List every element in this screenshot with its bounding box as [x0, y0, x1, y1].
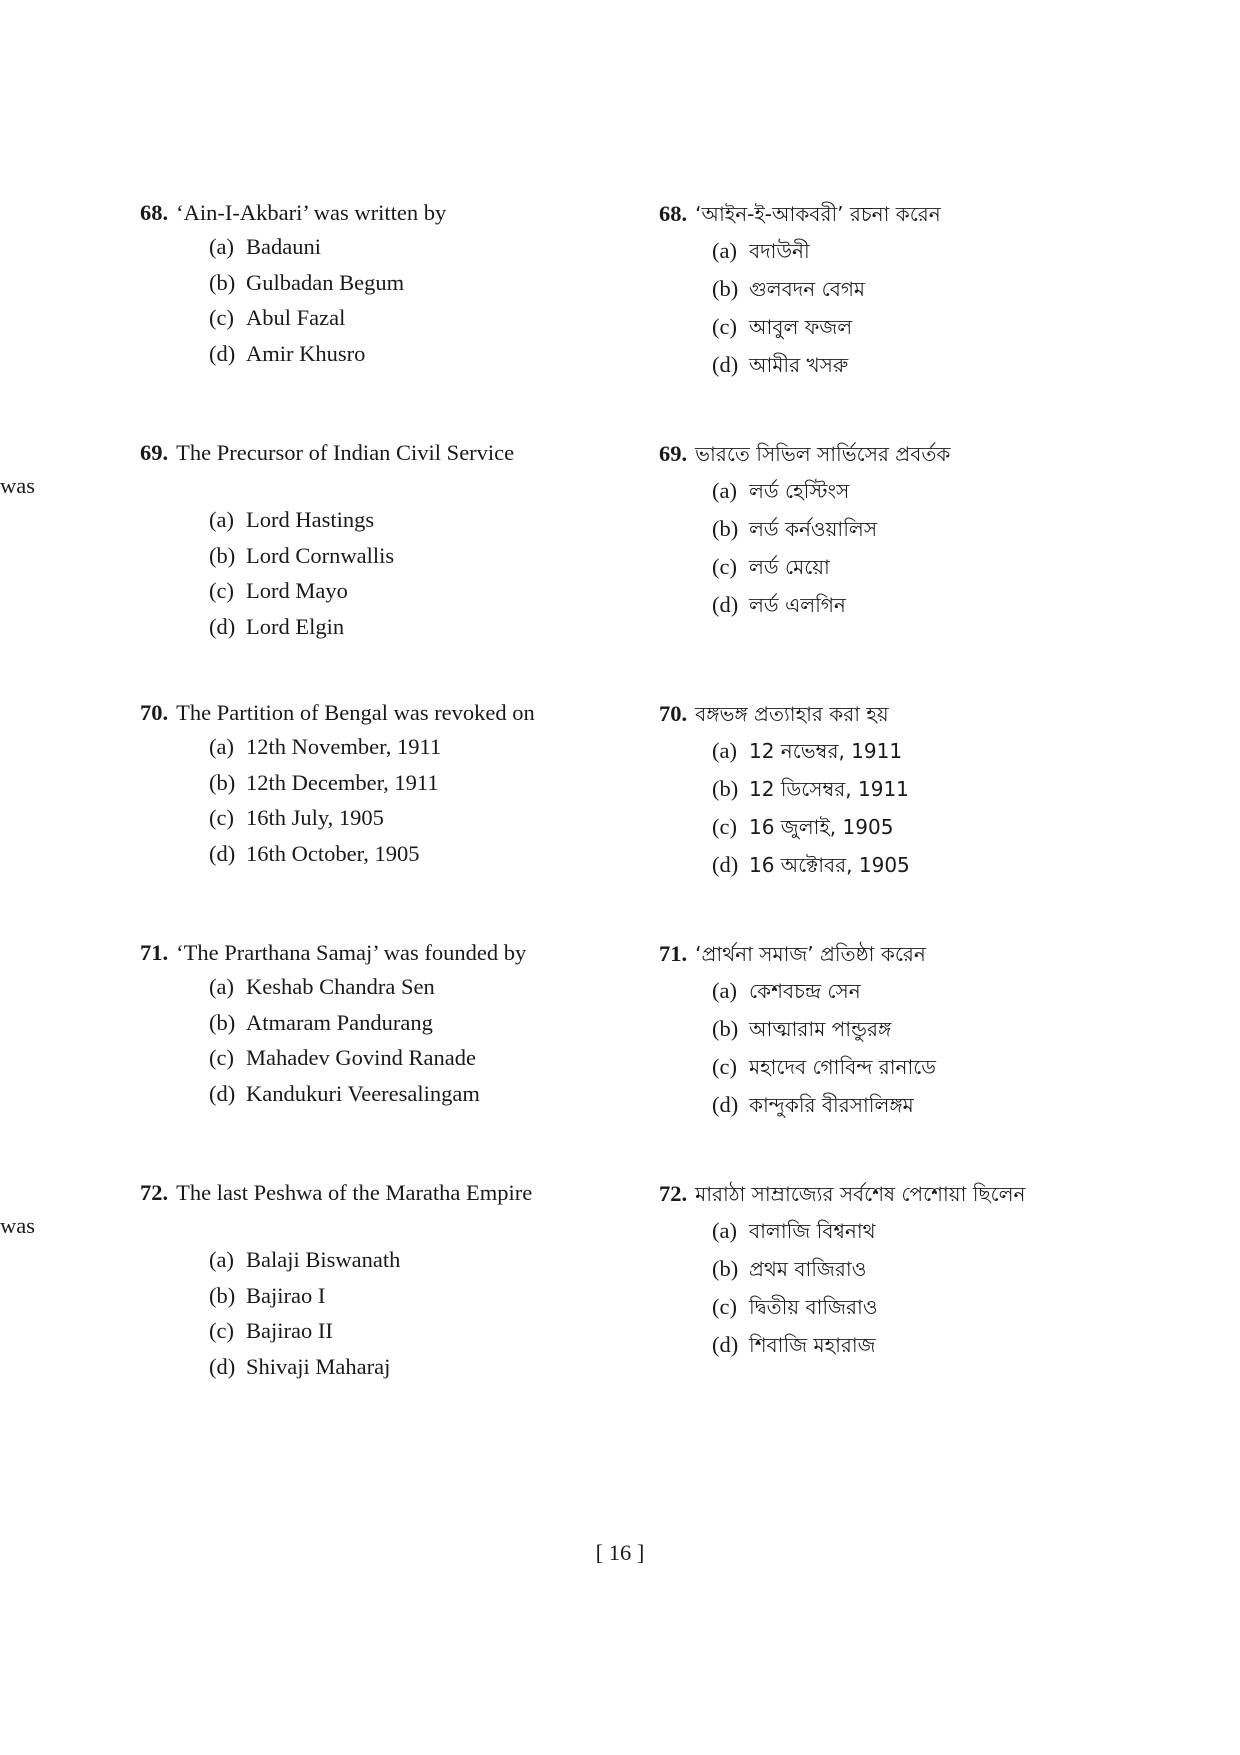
- option-label: (b): [712, 516, 739, 541]
- option-text: Lord Elgin: [246, 613, 345, 639]
- option-label: (c): [209, 305, 234, 330]
- option-text: Lord Cornwallis: [246, 542, 395, 568]
- option-item: [659, 586, 1099, 624]
- question-english: [140, 696, 595, 871]
- option-label: (d): [209, 1080, 236, 1106]
- question-number: 70.: [659, 701, 688, 726]
- option-text: Abul Fazal: [246, 305, 346, 330]
- option-text: দ্বিতীয় বাজিরাও: [749, 1295, 878, 1319]
- option-label: (b): [209, 769, 236, 795]
- option-label: (d): [712, 852, 739, 877]
- option-item: [140, 1278, 595, 1314]
- option-text: Mahadev Govind Ranade: [246, 1045, 476, 1070]
- option-label: (c): [712, 814, 737, 839]
- option-text: 16th October, 1905: [246, 840, 420, 866]
- option-label: (c): [712, 1294, 737, 1319]
- option-item: [659, 308, 1099, 346]
- question-english: [0, 1176, 595, 1384]
- option-item: [659, 510, 1099, 548]
- option-label: (b): [209, 1009, 236, 1035]
- question-number: 72.: [659, 1181, 688, 1206]
- option-item: [140, 573, 595, 609]
- question-number: 69.: [659, 441, 688, 466]
- option-label: (b): [712, 1016, 739, 1041]
- option-label: (a): [209, 234, 234, 259]
- option-text: Lord Mayo: [246, 578, 348, 603]
- option-label: (b): [209, 542, 236, 568]
- option-text: Balaji Biswanath: [246, 1247, 401, 1272]
- options-list: [659, 732, 1099, 884]
- option-item: [659, 1250, 1099, 1288]
- option-item: [659, 472, 1099, 510]
- option-item: [140, 1242, 595, 1278]
- option-item: [140, 229, 595, 265]
- option-item: [659, 548, 1099, 586]
- question-bengali: [659, 1176, 1099, 1364]
- question-text: মারাঠা সাম্রাজ্যের সর্বশেষ পেশোয়া ছিলেন: [695, 1182, 1026, 1206]
- option-label: (d): [712, 352, 739, 377]
- question-stem: [140, 196, 595, 229]
- option-text: লর্ড কর্নওয়ালিস: [749, 517, 878, 541]
- option-item: [659, 846, 1099, 884]
- question-stem: [140, 936, 595, 969]
- question-text: The Precursor of Indian Civil Service: [176, 440, 515, 465]
- option-text: আমীর খসরু: [749, 353, 849, 377]
- question-english: [140, 936, 595, 1111]
- option-text: শিবাজি মহারাজ: [749, 1333, 876, 1357]
- question-number: 68.: [659, 201, 688, 226]
- option-text: Keshab Chandra Sen: [246, 974, 435, 999]
- option-label: (b): [712, 1256, 739, 1281]
- option-text: 12th November, 1911: [246, 734, 442, 759]
- option-label: (b): [209, 1282, 236, 1308]
- options-list: [140, 1242, 595, 1384]
- option-text: কেশবচন্দ্র সেন: [749, 979, 861, 1003]
- option-label: (d): [712, 1092, 739, 1117]
- option-text: 12 নভেম্বর, 1911: [749, 739, 903, 763]
- option-text: আবুল ফজল: [749, 315, 853, 339]
- option-label: (d): [209, 613, 236, 639]
- option-text: মহাদেব গোবিন্দ রানাডে: [749, 1055, 937, 1079]
- option-label: (d): [712, 592, 739, 617]
- question-number: 70.: [140, 700, 169, 725]
- option-text: লর্ড হেস্টিংস: [749, 479, 850, 503]
- option-item: [659, 232, 1099, 270]
- options-list: [140, 502, 595, 644]
- option-text: 16th July, 1905: [246, 805, 384, 830]
- option-item: [659, 972, 1099, 1010]
- option-text: Bajirao II: [246, 1318, 333, 1343]
- option-text: বদাউনী: [749, 239, 810, 263]
- option-text: Amir Khusro: [246, 340, 366, 366]
- option-item: [659, 346, 1099, 384]
- option-text: Gulbadan Begum: [246, 269, 405, 295]
- option-label: (c): [712, 1054, 737, 1079]
- question-stem: [659, 696, 1099, 732]
- question-text: ‘Ain-I-Akbari’ was written by: [176, 200, 447, 225]
- question-number: 71.: [140, 940, 169, 965]
- option-item: [140, 1076, 595, 1112]
- question-stem: [659, 436, 1099, 472]
- question-stem: [0, 1176, 595, 1242]
- option-text: 16 জুলাই, 1905: [749, 815, 894, 839]
- option-text: আত্মারাম পান্ডুরঙ্গ: [749, 1017, 892, 1041]
- question-stem: [0, 436, 595, 502]
- option-item: [659, 732, 1099, 770]
- option-text: Lord Hastings: [246, 507, 375, 532]
- question-text: The last Peshwa of the Maratha Empire: [176, 1180, 533, 1205]
- option-label: (a): [209, 974, 234, 999]
- question-number: 69.: [140, 440, 169, 465]
- option-text: Badauni: [246, 234, 321, 259]
- question-stem: [659, 1176, 1099, 1212]
- option-text: গুলবদন বেগম: [749, 277, 866, 301]
- option-text: Shivaji Maharaj: [246, 1353, 391, 1379]
- option-label: (d): [209, 1353, 236, 1379]
- option-item: [140, 1313, 595, 1349]
- option-label: (c): [209, 1318, 234, 1343]
- option-item: [659, 270, 1099, 308]
- question-bengali: [659, 696, 1099, 884]
- option-label: (c): [209, 1045, 234, 1070]
- question-bengali: [659, 196, 1099, 384]
- question-stem: [140, 696, 595, 729]
- question-number: 68.: [140, 200, 169, 225]
- question-text: ভারতে সিভিল সার্ভিসের প্রবর্তক: [695, 442, 951, 466]
- option-item: [659, 808, 1099, 846]
- option-item: [140, 265, 595, 301]
- option-item: [140, 502, 595, 538]
- question-english: [0, 436, 595, 644]
- option-item: [659, 1010, 1099, 1048]
- option-label: (c): [712, 554, 737, 579]
- options-list: [140, 729, 595, 871]
- option-text: কান্দুকরি বীরসালিঙ্গম: [749, 1093, 914, 1117]
- option-item: [140, 300, 595, 336]
- option-label: (a): [712, 478, 737, 503]
- question-english: [140, 196, 595, 371]
- option-item: [140, 1005, 595, 1041]
- option-text: লর্ড এলগিন: [749, 593, 846, 617]
- option-label: (a): [712, 738, 737, 763]
- question-text-continuation: was: [0, 473, 35, 498]
- question-stem: [659, 196, 1099, 232]
- option-item: [140, 729, 595, 765]
- question-text: The Partition of Bengal was revoked on: [176, 700, 535, 725]
- option-label: (d): [712, 1332, 739, 1357]
- option-item: [659, 1288, 1099, 1326]
- option-item: [659, 1326, 1099, 1364]
- option-label: (c): [209, 805, 234, 830]
- option-item: [140, 1040, 595, 1076]
- option-label: (a): [209, 734, 234, 759]
- option-item: [659, 1048, 1099, 1086]
- option-text: প্রথম বাজিরাও: [749, 1257, 867, 1281]
- options-list: [659, 972, 1099, 1124]
- option-item: [140, 800, 595, 836]
- option-label: (b): [209, 269, 236, 295]
- question-text: বঙ্গভঙ্গ প্রত্যাহার করা হয়: [695, 702, 889, 726]
- option-item: [659, 1086, 1099, 1124]
- option-item: [140, 609, 595, 645]
- question-stem: [659, 936, 1099, 972]
- option-item: [140, 969, 595, 1005]
- option-label: (a): [712, 238, 737, 263]
- option-item: [140, 836, 595, 872]
- question-text-continuation: was: [0, 1213, 35, 1238]
- question-bengali: [659, 936, 1099, 1124]
- option-text: বালাজি বিশ্বনাথ: [749, 1219, 876, 1243]
- option-label: (d): [209, 340, 236, 366]
- option-label: (a): [712, 978, 737, 1003]
- option-text: লর্ড মেয়ো: [749, 555, 830, 579]
- option-label: (c): [209, 578, 234, 603]
- question-bengali: [659, 436, 1099, 624]
- option-item: [140, 1349, 595, 1385]
- page-number: [ 16 ]: [595, 1540, 645, 1565]
- question-number: 72.: [140, 1180, 169, 1205]
- option-label: (a): [209, 1247, 234, 1272]
- option-item: [659, 770, 1099, 808]
- option-label: (b): [712, 776, 739, 801]
- options-list: [140, 969, 595, 1111]
- option-text: 16 অক্টোবর, 1905: [749, 853, 910, 877]
- option-text: 12 ডিসেম্বর, 1911: [749, 777, 909, 801]
- options-list: [659, 1212, 1099, 1364]
- option-label: (a): [712, 1218, 737, 1243]
- options-list: [659, 232, 1099, 384]
- option-item: [140, 538, 595, 574]
- question-text: ‘প্রার্থনা সমাজ’ প্রতিষ্ঠা করেন: [695, 942, 926, 966]
- option-label: (b): [712, 276, 739, 301]
- option-label: (a): [209, 507, 234, 532]
- option-text: 12th December, 1911: [246, 769, 439, 795]
- options-list: [659, 472, 1099, 624]
- options-list: [140, 229, 595, 371]
- option-label: (c): [712, 314, 737, 339]
- option-item: [659, 1212, 1099, 1250]
- option-label: (d): [209, 840, 236, 866]
- option-item: [140, 765, 595, 801]
- option-item: [140, 336, 595, 372]
- question-number: 71.: [659, 941, 688, 966]
- option-text: Bajirao I: [246, 1282, 326, 1308]
- question-text: ‘The Prarthana Samaj’ was founded by: [176, 940, 527, 965]
- question-text: ‘আইন-ই-আকবরী’ রচনা করেন: [695, 202, 941, 226]
- option-text: Kandukuri Veeresalingam: [246, 1080, 480, 1106]
- option-text: Atmaram Pandurang: [246, 1009, 433, 1035]
